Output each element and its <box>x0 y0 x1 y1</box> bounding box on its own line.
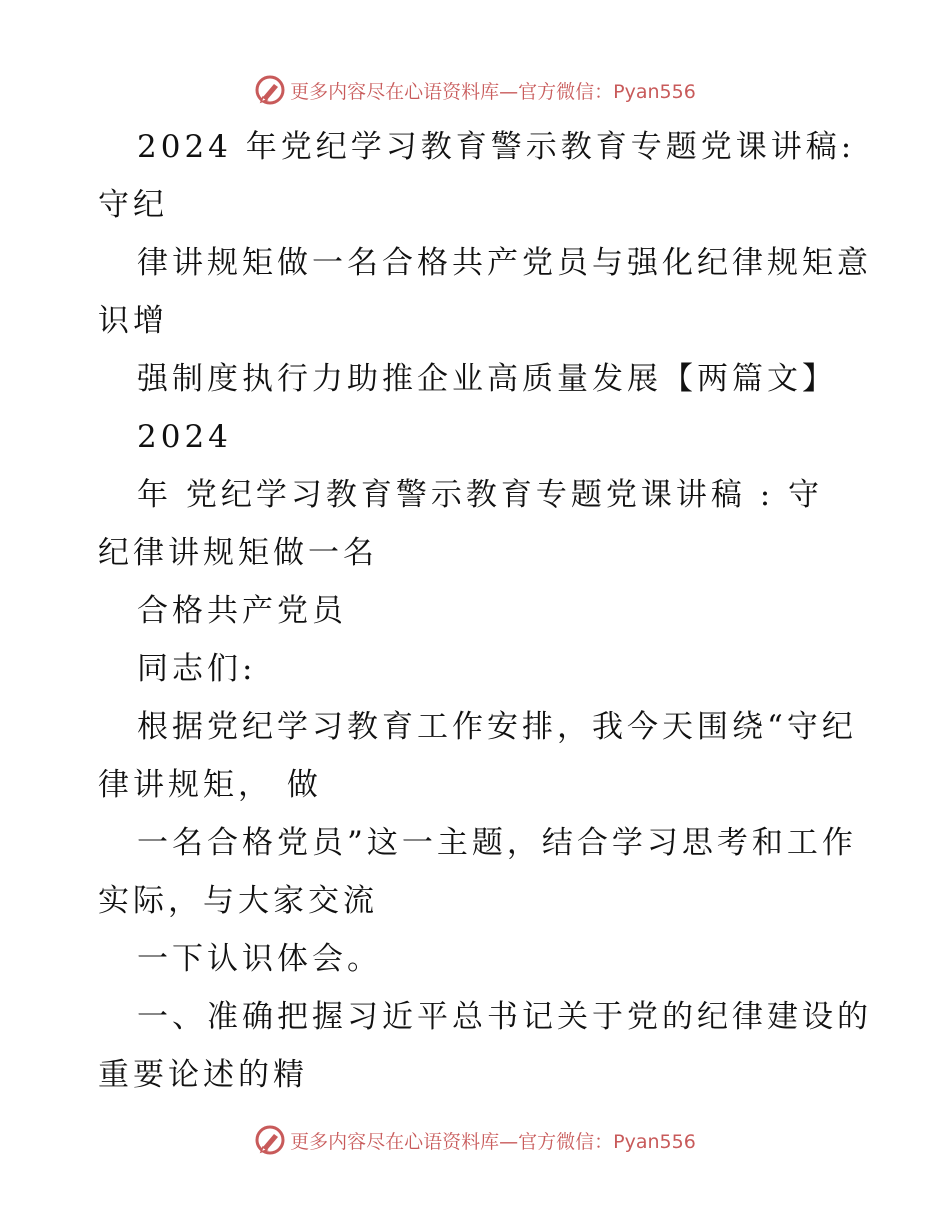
line-15: 一下认识体会。 <box>137 941 382 977</box>
header-banner <box>0 70 950 110</box>
line-3: 律讲规矩做一名合格共产党员与强化纪律规矩意 <box>137 245 872 281</box>
line-6: 2024 <box>137 419 232 455</box>
banner-text: 更多内容尽在心语资料库—官方微信：Pyan556 <box>290 80 696 103</box>
line-10: 同志们: <box>137 651 257 687</box>
line-14: 实际，与大家交流 <box>98 883 378 919</box>
line-4: 识增 <box>98 303 168 339</box>
line-13: 一名合格党员”这一主题，结合学习思考和工作 <box>137 825 857 861</box>
footer-banner <box>0 1120 950 1160</box>
line-5: 强制度执行力助推企业高质量发展【两篇文】 <box>137 361 837 397</box>
line-9: 合格共产党员 <box>137 593 347 629</box>
line-16: 一、准确把握习近平总书记关于党的纪律建设的 <box>137 999 872 1035</box>
pen-seal-icon <box>254 1124 286 1156</box>
pen-seal-icon <box>254 74 286 106</box>
line-1: 2024 年党纪学习教育警示教育专题党课讲稿: <box>137 129 856 165</box>
document-body <box>0 118 950 1104</box>
line-11: 根据党纪学习教育工作安排，我今天围绕“守纪 <box>137 709 857 745</box>
line-12: 律讲规矩， 做 <box>98 767 322 803</box>
line-7: 年 党纪学习教育警示教育专题党课讲稿 : 守 <box>137 477 824 513</box>
banner-text: 更多内容尽在心语资料库—官方微信：Pyan556 <box>290 1130 696 1153</box>
line-2: 守纪 <box>98 187 168 223</box>
line-17: 重要论述的精 <box>98 1057 308 1093</box>
line-8: 纪律讲规矩做一名 <box>98 535 378 571</box>
